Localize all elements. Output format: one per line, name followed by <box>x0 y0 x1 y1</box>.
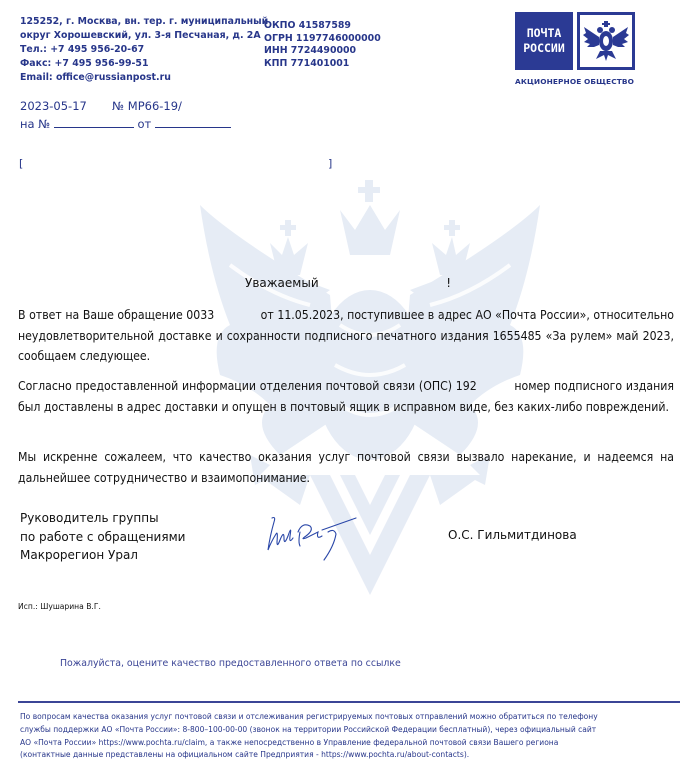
sender-address <box>20 15 268 85</box>
signatory-position <box>20 509 185 565</box>
letter-paragraph: Мы искренне сожалеем, что качество оказания услуг почтовой связи вызвало нарекание, и надеемся на дальнейшее сотрудничество и взаимопонимание. <box>18 450 674 485</box>
from-label: от <box>137 117 152 131</box>
greeting-exclamation: ! <box>446 276 452 290</box>
reference-label: на № <box>20 117 51 131</box>
footer-divider <box>18 701 680 703</box>
reference-date-field <box>155 116 231 128</box>
logo-subtitle: АКЦИОНЕРНОЕ ОБЩЕСТВО <box>515 77 634 86</box>
reference-line <box>20 116 231 131</box>
okpo-code: ОКПО 41587589 <box>264 20 351 31</box>
signatory-name: О.С. Гильмитдинова <box>448 528 577 542</box>
position-line: Руководитель группы <box>20 511 159 525</box>
rate-answer-link[interactable]: Пожалуйста, оцените качество предоставленного ответа по ссылке <box>60 658 401 669</box>
address-line: округ Хорошевский, ул. 3-я Песчаная, д. 2А <box>20 30 261 41</box>
ogrn-code: ОГРН 1197746000000 <box>264 32 381 44</box>
footer-line: По вопросам качества оказания услуг почтовой связи и отслеживания регистрируемых почтовых отправлений можно обратиться по телефону <box>20 712 598 721</box>
company-logo <box>515 12 635 70</box>
double-headed-eagle-icon <box>580 15 632 67</box>
letter-number: МР66-19/ <box>127 99 182 113</box>
company-codes <box>264 20 381 70</box>
address-line: 125252, г. Москва, вн. тер. г. муниципальный <box>20 16 269 27</box>
footer-line: АО «Почта России» https://www.pochta.ru/claim, а также непосредственно в Управление федеральной почтовой связи Вашего региона <box>20 737 559 747</box>
reference-number-field <box>54 116 134 128</box>
letter-paragraph: В ответ на Ваше обращение 0033 от 11.05.2023, поступившее в адрес АО «Почта России», относительно неудовлетворительной доставке и сохранности подписного печатного издания 1655485 «За рулем» май 2023, сообщаем следующее. <box>18 308 678 363</box>
footer-line: службы поддержки АО «Почта России»: 8-800–100-00-00 (звонок на территории Российской Федерации бесплатный), через официальный сайт <box>20 724 597 734</box>
recipient-close-bracket: ] <box>328 157 333 170</box>
executor: Исп.: Шушарина В.Г. <box>18 602 101 611</box>
greeting <box>245 276 451 290</box>
recipient-open-bracket: [ <box>19 157 24 170</box>
greeting-word: Уважаемый <box>245 276 319 290</box>
registration-line <box>20 99 182 113</box>
email: Email: office@russianpost.ru <box>20 72 171 83</box>
logo-emblem-frame <box>577 12 635 70</box>
logo-line-2: РОССИИ <box>523 41 565 55</box>
kpp-code: КПП 771401001 <box>264 57 350 69</box>
logo-line-1: ПОЧТА <box>526 26 562 40</box>
footer-line: (контактные данные представлены на официальном сайте Предприятия - https://www.pochta.ru/about-contacts). <box>20 750 470 760</box>
number-label: № <box>112 99 125 113</box>
phone: Тел.: +7 495 956-20-67 <box>20 44 145 55</box>
letter-date: 2023-05-17 <box>20 99 87 113</box>
handwritten-signature <box>262 512 362 562</box>
letter-paragraph: Согласно предоставленной информации отделения почтовой связи (ОПС) 192 номер подписного издания был доставлены в адрес доставки и опущен в почтовый ящик в исправном виде, без каких-либо повреждений. <box>18 379 678 414</box>
position-line: Макрорегион Урал <box>20 548 138 563</box>
inn-code: ИНН 7724490000 <box>264 45 357 57</box>
logo-wordmark <box>515 12 573 70</box>
footer-info <box>20 711 690 762</box>
fax: Факс: +7 495 956-99-51 <box>20 58 149 69</box>
position-line: по работе с обращениями <box>20 529 186 544</box>
